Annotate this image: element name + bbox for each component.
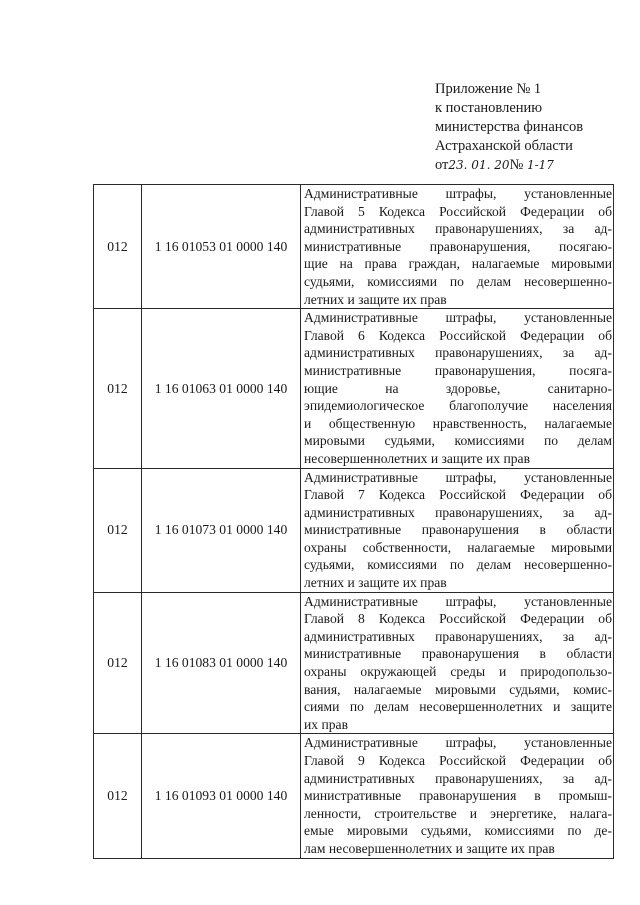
- description-line: министративные правонарушения в области: [304, 522, 612, 538]
- description-line: Административные штрафы, установленные: [304, 593, 612, 609]
- table-row: [94, 309, 614, 468]
- number-sign: №: [509, 157, 524, 173]
- description-line: министративные правонарушения в промыш-: [304, 788, 612, 804]
- kbk-code-cell: 1 16 01073 01 0000 140: [142, 468, 301, 592]
- appendix-title: Приложение № 1: [435, 81, 542, 97]
- description-line: сиями по делам несовершеннолетних и защите: [304, 699, 612, 715]
- description-line: Главой 9 Кодекса Российской Федерации об: [304, 753, 612, 768]
- description-line: судьями, комиссиями по делам несовершенно-: [304, 557, 612, 573]
- kbk-code-cell: 1 16 01093 01 0000 140: [142, 734, 301, 858]
- description-line: и общественную нравственность, налагаемые: [304, 415, 612, 431]
- description-line: министративные правонарушения в области: [304, 646, 612, 662]
- description-line: ющие на здоровье, санитарно-: [304, 380, 612, 396]
- description-cell: [301, 592, 614, 734]
- description-line: эпидемиологическое благополучие населения: [304, 398, 612, 414]
- kbk-code-cell: 1 16 01063 01 0000 140: [142, 309, 301, 468]
- fines-table: [93, 184, 614, 859]
- description-line: охраны собственности, налагаемые мировыми: [304, 539, 612, 555]
- description-line: административных правонарушениях, за ад-: [304, 770, 612, 786]
- appendix-subtitle-3: Астраханской области: [435, 138, 573, 154]
- description-line: лам несовершеннолетних и защите их прав: [304, 840, 555, 856]
- admin-code-cell: 012: [94, 592, 142, 734]
- description-line: их прав: [304, 716, 348, 732]
- date-prefix: от: [435, 157, 449, 173]
- admin-code-cell: 012: [94, 734, 142, 858]
- description-line: судьями, комиссиями по делам несовершенно-: [304, 273, 612, 289]
- description-line: щие на права граждан, налагаемые мировыми: [304, 256, 612, 272]
- description-line: Административные штрафы, установленные: [304, 186, 612, 201]
- description-line: несовершеннолетних и защите их прав: [304, 450, 531, 466]
- appendix-header: [435, 80, 625, 175]
- admin-code-cell: 012: [94, 309, 142, 468]
- appendix-subtitle-2: министерства финансов: [435, 119, 584, 135]
- description-line: министративные правонарушения, посяга-: [304, 362, 612, 378]
- admin-code-cell: 012: [94, 185, 142, 309]
- appendix-date-line: [435, 156, 625, 175]
- description-cell: [301, 185, 614, 309]
- description-line: министративные правонарушения, посягаю-: [304, 238, 612, 254]
- table-row: [94, 592, 614, 734]
- handwritten-number: 1-17: [526, 158, 554, 172]
- description-line: Административные штрафы, установленные: [304, 735, 612, 751]
- appendix-subtitle-1: к постановлению: [435, 100, 543, 116]
- description-line: Главой 8 Кодекса Российской Федерации об: [304, 611, 612, 627]
- description-line: Главой 6 Кодекса Российской Федерации об: [304, 327, 612, 343]
- table-row: [94, 468, 614, 592]
- admin-code-cell: 012: [94, 468, 142, 592]
- table-row: [94, 185, 614, 309]
- description-line: административных правонарушениях, за ад-: [304, 504, 612, 520]
- description-line: емые мировыми судьями, комиссиями по де-: [304, 823, 612, 839]
- description-line: административных правонарушениях, за ад-: [304, 628, 612, 644]
- kbk-code-cell: 1 16 01083 01 0000 140: [142, 592, 301, 734]
- description-line: вания, налагаемые мировыми судьями, комис-: [304, 681, 612, 697]
- description-line: ленности, строительстве и энергетике, налага-: [304, 805, 612, 821]
- description-line: Административные штрафы, установленные: [304, 310, 612, 326]
- description-cell: [301, 734, 614, 858]
- description-line: мировыми судьями, комиссиями по делам: [304, 433, 612, 449]
- description-line: Административные штрафы, установленные: [304, 469, 612, 485]
- description-cell: [301, 309, 614, 468]
- description-line: административных правонарушениях, за ад-: [304, 345, 612, 361]
- description-line: Главой 5 Кодекса Российской Федерации об: [304, 203, 612, 219]
- description-line: административных правонарушениях, за ад-: [304, 221, 612, 237]
- kbk-code-cell: 1 16 01053 01 0000 140: [142, 185, 301, 309]
- description-line: охраны окружающей среды и природопользо-: [304, 664, 612, 680]
- description-line: летних и защите их прав: [304, 575, 447, 591]
- handwritten-date: 23. 01. 20: [448, 158, 510, 172]
- table-row: [94, 734, 614, 858]
- description-line: Главой 7 Кодекса Российской Федерации об: [304, 487, 612, 503]
- description-cell: [301, 468, 614, 592]
- description-line: летних и защите их прав: [304, 291, 447, 307]
